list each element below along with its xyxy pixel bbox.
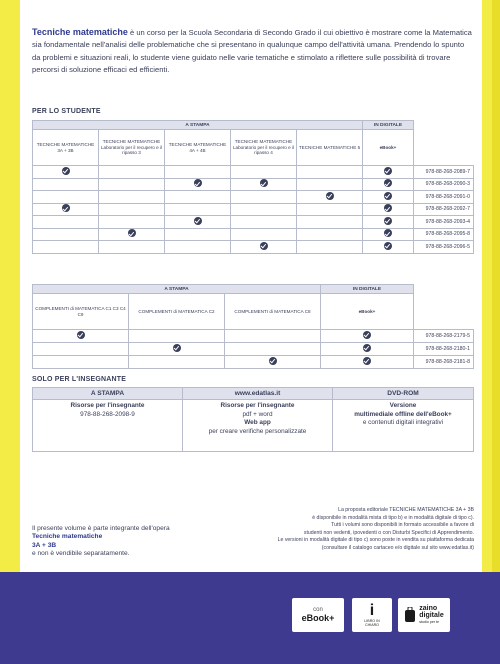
- intro-text: è un corso per la Scuola Secondaria di Secondo Grado il cui obiettivo è mostrare come la Matematica sia fondamentale nell'analisi delle problematiche che si presentano in qualunque campo dell'attività umana. Prendendo lo spunto da problemi e situazioni reali, lo studente viene guidato nelle varie tematiche e stimolato a riflettere sulle possibilità di trovare percorsi di soluzione efficaci ed efficienti.: [32, 28, 472, 75]
- check-icon: [363, 344, 371, 352]
- teacher-webapp-desc: per creare verifiche personalizzate: [208, 427, 307, 435]
- teacher-dvd-title-b: multimediale offline dell'eBook+: [354, 410, 452, 418]
- ebook-logo: [292, 598, 344, 632]
- table-cell: [165, 203, 231, 216]
- table-cell: [33, 343, 129, 356]
- teacher-web-format: pdf + word: [242, 410, 273, 418]
- complements-ebook-header: eBook+: [321, 294, 414, 330]
- table-cell: [363, 178, 414, 191]
- table-cell: [231, 203, 297, 216]
- table-cell: [321, 343, 414, 356]
- table-cell: [363, 166, 414, 179]
- isbn-cell: 978-88-268-2179-5: [414, 330, 474, 343]
- table-row: [33, 166, 474, 179]
- check-icon: [269, 357, 277, 365]
- check-icon: [363, 331, 371, 339]
- complements-digital-header: IN DIGITALE: [321, 285, 414, 294]
- table-cell: [165, 166, 231, 179]
- table-cell: [231, 166, 297, 179]
- table-cell: [363, 216, 414, 229]
- student-col-header: TECNICHE MATEMATICHE Laboratorio per il recupero e il ripasso 4: [231, 130, 297, 166]
- teacher-print-title: Risorse per l'insegnante: [70, 402, 145, 409]
- table-cell: [231, 178, 297, 191]
- teacher-web-title: Risorse per l'insegnante: [220, 402, 295, 409]
- check-icon: [384, 179, 392, 187]
- note-volume: 3A + 3B: [32, 541, 57, 549]
- table-cell: [225, 330, 321, 343]
- backpack-icon: [404, 607, 416, 623]
- table-cell: [129, 343, 225, 356]
- table-cell: [297, 178, 363, 191]
- complements-col-header: COMPLEMENTI di MATEMATICA C2: [129, 294, 225, 330]
- teacher-print-isbn: 978-88-268-2098-9: [80, 410, 135, 418]
- check-icon: [260, 179, 268, 187]
- ebook-logo-text: eBook+: [301, 613, 335, 623]
- table-cell: [297, 228, 363, 241]
- check-icon: [62, 204, 70, 212]
- teacher-web-cell: [183, 400, 333, 452]
- teacher-dvd-cell: [333, 400, 474, 452]
- table-row: [33, 228, 474, 241]
- table-cell: [99, 178, 165, 191]
- back-cover-panel: [20, 0, 482, 600]
- table-row: [33, 216, 474, 229]
- table-cell: [363, 191, 414, 204]
- table-row: [33, 191, 474, 204]
- table-cell: [33, 241, 99, 254]
- table-cell: [297, 241, 363, 254]
- student-ebook-header: eBook+: [363, 130, 414, 166]
- bottom-left-note: [32, 525, 242, 559]
- table-cell: [99, 203, 165, 216]
- table-cell: [33, 178, 99, 191]
- student-heading: PER LO STUDENTE: [32, 108, 101, 115]
- table-cell: [33, 356, 129, 369]
- note-line1: Il presente volume è parte integrante dell'opera: [32, 525, 170, 532]
- intro-title: Tecniche matematiche: [32, 27, 128, 37]
- complements-print-header: A STAMPA: [33, 285, 321, 294]
- note-title: Tecniche matematiche: [32, 533, 103, 541]
- table-cell: [165, 228, 231, 241]
- table-cell: [297, 203, 363, 216]
- isbn-cell: 978-88-268-2092-7: [414, 203, 474, 216]
- teacher-web-header: www.edatlas.it: [183, 388, 333, 400]
- intro-paragraph: [32, 26, 472, 77]
- cover-edge: [492, 0, 500, 600]
- table-cell: [363, 203, 414, 216]
- table-cell: [33, 191, 99, 204]
- isbn-cell: 978-88-268-2089-7: [414, 166, 474, 179]
- table-cell: [321, 330, 414, 343]
- check-icon: [384, 167, 392, 175]
- table-cell: [99, 241, 165, 254]
- check-icon: [77, 331, 85, 339]
- zaino-digitale-logo: [398, 598, 450, 632]
- check-icon: [62, 167, 70, 175]
- libro-logo-text: LIBRO IN CHIARO: [364, 619, 380, 627]
- check-icon: [384, 217, 392, 225]
- check-icon: [384, 229, 392, 237]
- table-cell: [99, 191, 165, 204]
- table-row: [33, 241, 474, 254]
- student-col-header: TECNICHE MATEMATICHE 4A + 4B: [165, 130, 231, 166]
- isbn-cell: 978-88-268-2095-8: [414, 228, 474, 241]
- isbn-cell: 978-88-268-2180-1: [414, 343, 474, 356]
- table-cell: [363, 228, 414, 241]
- table-cell: [165, 191, 231, 204]
- table-row: [33, 178, 474, 191]
- teacher-dvd-title: Versione: [389, 402, 417, 409]
- complements-col-header: COMPLEMENTI di MATEMATICA C8: [225, 294, 321, 330]
- table-cell: [225, 343, 321, 356]
- bottom-right-note: [220, 507, 474, 553]
- table-row: [33, 330, 474, 343]
- check-icon: [384, 242, 392, 250]
- teacher-print-cell: [33, 400, 183, 452]
- teacher-dvd-desc: e contenuti digitali integrativi: [362, 419, 444, 427]
- table-cell: [129, 356, 225, 369]
- student-col-header: TECNICHE MATEMATICHE 3A + 3B: [33, 130, 99, 166]
- check-icon: [326, 192, 334, 200]
- table-cell: [231, 241, 297, 254]
- zaino-text2: digitale: [419, 611, 444, 619]
- check-icon: [260, 242, 268, 250]
- table-cell: [33, 330, 129, 343]
- check-icon: [363, 357, 371, 365]
- table-cell: [363, 241, 414, 254]
- table-cell: [231, 216, 297, 229]
- edition-line3: Tutti i volumi sono disponibili in formato accessibile a favore di: [331, 522, 474, 529]
- table-cell: [129, 330, 225, 343]
- teacher-print-header: A STAMPA: [33, 388, 183, 400]
- table-cell: [225, 356, 321, 369]
- libro-in-chiaro-logo: [352, 598, 392, 632]
- table-cell: [33, 216, 99, 229]
- table-cell: [297, 191, 363, 204]
- table-cell: [33, 228, 99, 241]
- teacher-webapp-title: Web app: [244, 419, 271, 427]
- edition-line2: è disponibile in modalità mista di tipo b) e in modalità digitale di tipo c).: [312, 514, 474, 521]
- table-cell: [33, 166, 99, 179]
- teacher-table: [32, 387, 474, 452]
- table-row: [33, 203, 474, 216]
- check-icon: [194, 179, 202, 187]
- table-cell: [99, 166, 165, 179]
- complements-table: [32, 284, 474, 369]
- student-col-header: TECNICHE MATEMATICHE 5: [297, 130, 363, 166]
- teacher-heading: SOLO PER L'INSEGNANTE: [32, 376, 127, 383]
- check-icon: [384, 204, 392, 212]
- check-icon: [384, 192, 392, 200]
- isbn-cell: 978-88-268-2096-5: [414, 241, 474, 254]
- check-icon: [194, 217, 202, 225]
- table-cell: [165, 216, 231, 229]
- table-row: [33, 343, 474, 356]
- info-i-icon: i: [369, 602, 375, 619]
- edition-line5: Le versioni in modalità digitale di tipo c) sono poste in vendita su piattaforma dedicata: [277, 537, 474, 544]
- note-line2: e non è vendibile separatamente.: [32, 550, 130, 558]
- table-cell: [321, 356, 414, 369]
- table-row: [33, 356, 474, 369]
- student-table: [32, 120, 474, 254]
- table-cell: [231, 191, 297, 204]
- zaino-text1: zaino: [419, 604, 438, 612]
- student-col-header: TECNICHE MATEMATICHE Laboratorio per il recupero e il ripasso 3: [99, 130, 165, 166]
- ebook-logo-con: con: [313, 607, 323, 613]
- digital-header: IN DIGITALE: [363, 121, 414, 130]
- isbn-cell: 978-88-268-2181-8: [414, 356, 474, 369]
- table-cell: [33, 203, 99, 216]
- edition-line6: (consultare il catalogo cartaceo e/o digitale sul sito www.edatlas.it): [321, 544, 474, 551]
- isbn-cell: 978-88-268-2090-3: [414, 178, 474, 191]
- table-cell: [165, 178, 231, 191]
- isbn-cell: 978-88-268-2091-0: [414, 191, 474, 204]
- table-cell: [99, 228, 165, 241]
- print-header: A STAMPA: [33, 121, 363, 130]
- check-icon: [128, 229, 136, 237]
- edition-line1: La proposta editoriale TECNICHE MATEMATICHE 3A + 3B: [338, 507, 474, 513]
- teacher-dvd-header: DVD-ROM: [333, 388, 474, 400]
- table-cell: [297, 216, 363, 229]
- check-icon: [173, 344, 181, 352]
- table-cell: [231, 228, 297, 241]
- table-cell: [165, 241, 231, 254]
- edition-line4: studenti non vedenti, ipovedenti o con Disturbi Specifici di Apprendimento.: [303, 529, 474, 536]
- complements-col-header: COMPLEMENTI di MATEMATICA C1 C3 C4 C9: [33, 294, 129, 330]
- zaino-text3: studio per te: [419, 619, 440, 624]
- table-cell: [99, 216, 165, 229]
- table-cell: [297, 166, 363, 179]
- isbn-cell: 978-88-268-2093-4: [414, 216, 474, 229]
